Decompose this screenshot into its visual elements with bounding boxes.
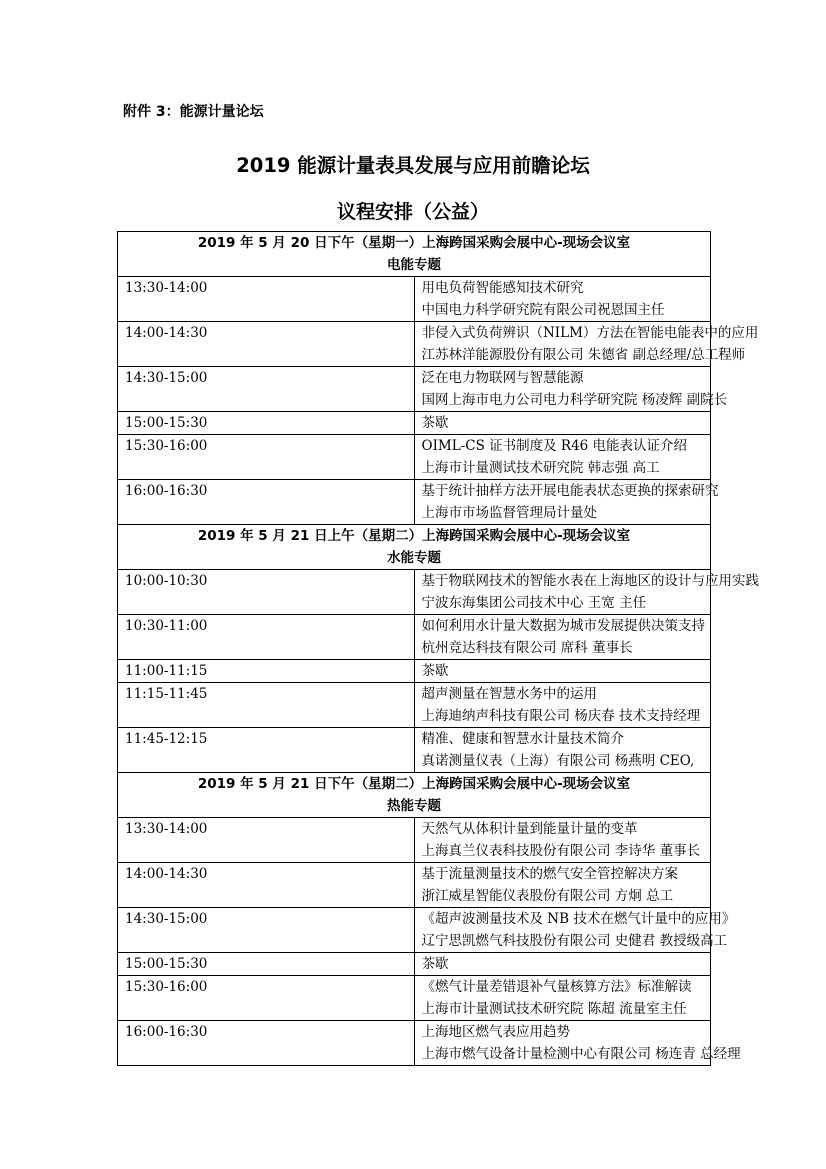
talk-title: 《超声波测量技术及 NB 技术在燃气计量中的应用》: [421, 911, 736, 927]
talk-speaker: 上海市市场监督管理局计量处: [421, 505, 597, 521]
agenda-row: [118, 277, 711, 322]
talk-title: 茶歇: [421, 956, 449, 972]
session-header-row: [118, 232, 711, 277]
agenda-time: 11:00-11:15: [118, 660, 415, 683]
agenda-time: 15:30-16:00: [118, 435, 415, 480]
talk-title: 用电负荷智能感知技术研究: [421, 280, 584, 296]
agenda-content: [414, 660, 711, 683]
talk-speaker: 江苏林洋能源股份有限公司 朱德省 副总经理/总工程师: [421, 347, 746, 363]
agenda-content: [414, 412, 711, 435]
agenda-time: 15:00-15:30: [118, 953, 415, 976]
session-header: [118, 525, 711, 570]
talk-speaker: 上海市计量测试技术研究院 韩志强 高工: [421, 460, 660, 476]
agenda-row: [118, 322, 711, 367]
agenda-content: [414, 322, 759, 367]
talk-speaker: 上海迪纳声科技有限公司 杨庆春 技术支持经理: [421, 708, 701, 724]
talk-speaker: 宁波东海集团公司技术中心 王宽 主任: [421, 595, 647, 611]
agenda-content: [414, 953, 711, 976]
agenda-content: [414, 615, 711, 660]
talk-speaker: 浙江威星智能仪表股份有限公司 方炯 总工: [421, 888, 674, 904]
session-topic: 电能专题: [387, 257, 441, 273]
talk-speaker: 上海市燃气设备计量检测中心有限公司 杨连青 总经理: [421, 1046, 741, 1062]
agenda-row: [118, 818, 711, 863]
agenda-time: 14:00-14:30: [118, 863, 415, 908]
agenda-time: 15:30-16:00: [118, 976, 415, 1021]
agenda-row: [118, 976, 711, 1021]
talk-title: 非侵入式负荷辨识（NILM）方法在智能电能表中的应用: [421, 325, 759, 341]
talk-title: 超声测量在智慧水务中的运用: [421, 686, 597, 702]
agenda-row: [118, 728, 711, 773]
talk-title: 《燃气计量差错退补气量核算方法》标准解读: [421, 979, 692, 995]
agenda-content: [414, 435, 711, 480]
agenda-time: 11:15-11:45: [118, 683, 415, 728]
agenda-content: [414, 683, 711, 728]
agenda-row: [118, 660, 711, 683]
talk-title: 天然气从体积计量到能量计量的变革: [421, 821, 638, 837]
talk-title: 如何利用水计量大数据为城市发展提供决策支持: [421, 618, 705, 634]
agenda-table: [117, 231, 759, 1066]
session-datetime-venue: 2019 年 5 月 21 日下午（星期二）上海跨国采购会展中心-现场会议室: [197, 776, 631, 792]
talk-title: 上海地区燃气表应用趋势: [421, 1024, 570, 1040]
agenda-row: [118, 367, 711, 412]
agenda-time: 16:00-16:30: [118, 1021, 415, 1066]
agenda-row: [118, 435, 711, 480]
agenda-content: [414, 818, 711, 863]
agenda-content: [414, 277, 711, 322]
agenda-time: 14:30-15:00: [118, 908, 415, 953]
agenda-time: 15:00-15:30: [118, 412, 415, 435]
talk-title: 泛在电力物联网与智慧能源: [421, 370, 584, 386]
agenda-time: 14:30-15:00: [118, 367, 415, 412]
talk-speaker: 中国电力科学研究院有限公司祝恩国主任: [421, 302, 665, 318]
agenda-row: [118, 683, 711, 728]
talk-speaker: 国网上海市电力公司电力科学研究院 杨凌辉 副院长: [421, 392, 728, 408]
attachment-label: 附件 3：能源计量论坛: [123, 104, 264, 120]
agenda-row: [118, 480, 711, 525]
agenda-row: [118, 953, 711, 976]
agenda-time: 13:30-14:00: [118, 277, 415, 322]
agenda-time: 14:00-14:30: [118, 322, 415, 367]
agenda-content: [414, 480, 719, 525]
session-datetime-venue: 2019 年 5 月 21 日上午（星期二）上海跨国采购会展中心-现场会议室: [197, 528, 631, 544]
agenda-content: [414, 863, 711, 908]
agenda-time: 10:00-10:30: [118, 570, 415, 615]
agenda-content: [414, 908, 736, 953]
talk-title: OIML-CS 证书制度及 R46 电能表认证介绍: [421, 438, 688, 454]
talk-title: 基于统计抽样方法开展电能表状态更换的探索研究: [421, 483, 719, 499]
talk-title: 茶歇: [421, 415, 449, 431]
agenda-content: [414, 1021, 741, 1066]
agenda-subtitle: 议程安排（公益）: [336, 201, 489, 223]
session-header: [118, 232, 711, 277]
agenda-content: [414, 976, 711, 1021]
agenda-row: [118, 615, 711, 660]
agenda-content: [414, 570, 759, 615]
talk-title: 基于物联网技术的智能水表在上海地区的设计与应用实践: [421, 573, 759, 589]
talk-speaker: 杭州竞达科技有限公司 席科 董事长: [421, 640, 633, 656]
agenda-row: [118, 412, 711, 435]
agenda-time: 10:30-11:00: [118, 615, 415, 660]
agenda-row: [118, 863, 711, 908]
talk-title: 精准、健康和智慧水计量技术简介: [421, 731, 624, 747]
talk-speaker: 上海市计量测试技术研究院 陈超 流量室主任: [421, 1001, 687, 1017]
agenda-content: [414, 728, 711, 773]
session-datetime-venue: 2019 年 5 月 20 日下午（星期一）上海跨国采购会展中心-现场会议室: [197, 235, 631, 251]
agenda-row: [118, 570, 711, 615]
session-header: [118, 773, 711, 818]
session-header-row: [118, 773, 711, 818]
agenda-row: [118, 1021, 711, 1066]
talk-title: 茶歇: [421, 663, 449, 679]
agenda-time: 13:30-14:00: [118, 818, 415, 863]
talk-speaker: 辽宁思凯燃气科技股份有限公司 史健君 教授级高工: [421, 933, 728, 949]
session-topic: 水能专题: [387, 550, 441, 566]
talk-speaker: 上海真兰仪表科技股份有限公司 李诗华 董事长: [421, 843, 701, 859]
session-topic: 热能专题: [387, 798, 441, 814]
agenda-row: [118, 908, 711, 953]
talk-speaker: 真诺测量仪表（上海）有限公司 杨燕明 CEO,: [421, 753, 695, 769]
forum-title: 2019 能源计量表具发展与应用前瞻论坛: [236, 154, 590, 177]
agenda-content: [414, 367, 728, 412]
session-header-row: [118, 525, 711, 570]
agenda-time: 11:45-12:15: [118, 728, 415, 773]
agenda-time: 16:00-16:30: [118, 480, 415, 525]
talk-title: 基于流量测量技术的燃气安全管控解决方案: [421, 866, 678, 882]
